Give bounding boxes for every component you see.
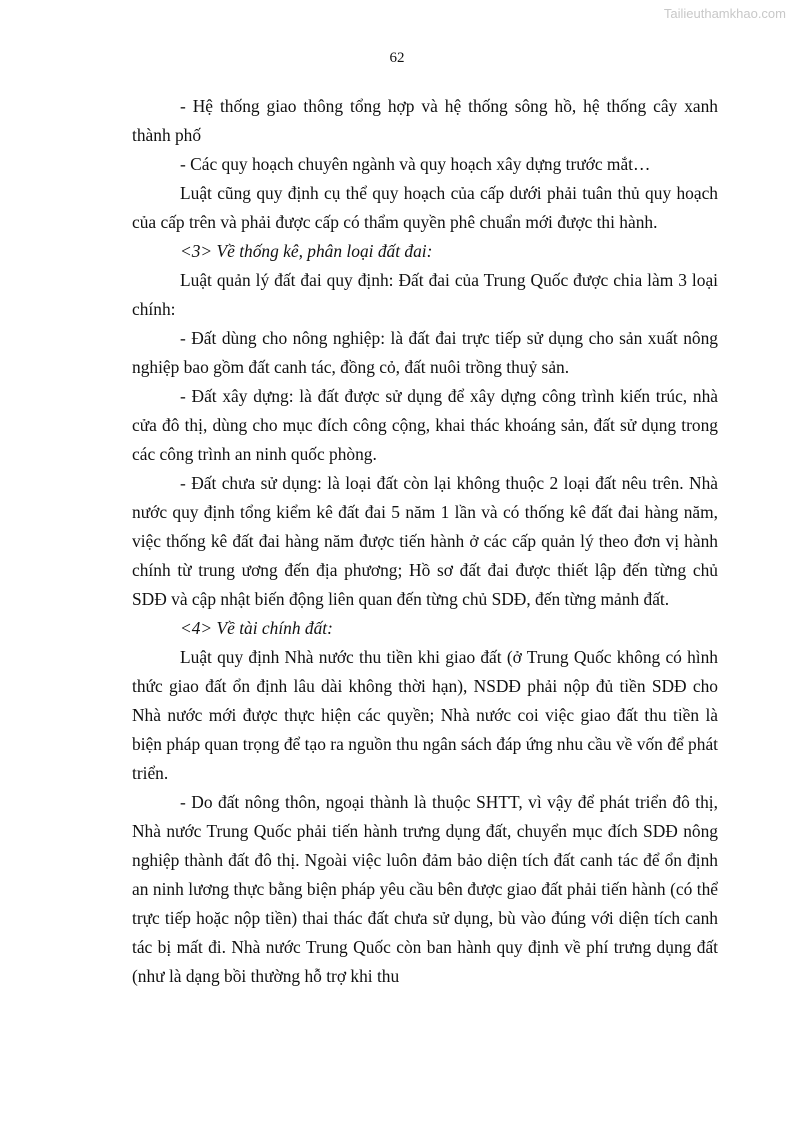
paragraph: - Đất dùng cho nông nghiệp: là đất đai trực tiếp sử dụng cho sản xuất nông nghiệp bao gồm đất canh tác, đồng cỏ, đất nuôi trồng thuỷ sản. [132, 328, 718, 377]
watermark: Tailieuthamkhao.com [663, 6, 786, 21]
page-number: 62 [389, 50, 405, 66]
paragraph: - Hệ thống giao thông tổng hợp và hệ thống sông hồ, hệ thống cây xanh thành phố [132, 96, 718, 145]
paragraph: - Đất chưa sử dụng: là loại đất còn lại không thuộc 2 loại đất nêu trên. Nhà nước quy định tổng kiểm kê đất đai 5 năm 1 lần và có thống kê đất đai hàng năm, việc thống kê đất đai hàng năm được tiến hành ở các cấp quản lý theo đơn vị hành chính từ trung ương đến địa phương; Hồ sơ đất đai được thiết lập đến từng chủ SDĐ và cập nhật biến động liên quan đến từng chủ SDĐ, đến từng mảnh đất. [132, 473, 718, 609]
paragraph: Luật quy định Nhà nước thu tiền khi giao đất (ở Trung Quốc không có hình thức giao đất ổn định lâu dài không thời hạn), NSDĐ phải nộp đủ tiền SDĐ cho Nhà nước mới được thực hiện các quyền; Nhà nước coi việc giao đất thu tiền là biện pháp quan trọng để tạo ra nguồn thu ngân sách đáp ứng nhu cầu về vốn để phát triển. [132, 647, 718, 783]
section-heading: <4> Về tài chính đất: [180, 618, 333, 638]
paragraph: Luật quản lý đất đai quy định: Đất đai của Trung Quốc được chia làm 3 loại chính: [132, 270, 718, 319]
paragraph: Luật cũng quy định cụ thể quy hoạch của cấp dưới phải tuân thủ quy hoạch của cấp trên và phải được cấp có thẩm quyền phê chuẩn mới được thi hành. [132, 183, 718, 232]
section-heading: <3> Về thống kê, phân loại đất đai: [180, 241, 433, 261]
paragraph: - Đất xây dựng: là đất được sử dụng để xây dựng công trình kiến trúc, nhà cửa đô thị, dùng cho mục đích công cộng, khai thác khoáng sản, đất sử dụng trong các công trình an ninh quốc phòng. [132, 386, 718, 464]
paragraph: - Do đất nông thôn, ngoại thành là thuộc SHTT, vì vậy để phát triển đô thị, Nhà nước Trung Quốc phải tiến hành trưng dụng đất, chuyển mục đích SDĐ nông nghiệp thành đất đô thị. Ngoài việc luôn đảm bảo diện tích đất canh tác để ổn định an ninh lương thực bằng biện pháp yêu cầu bên được giao đất phải tiến hành (có thể trực tiếp hoặc nộp tiền) thai thác đất chưa sử dụng, bù vào đúng với diện tích canh tác bị mất đi. Nhà nước Trung Quốc còn ban hành quy định về phí trưng dụng đất (như là dạng bồi thường hỗ trợ khi thu [132, 792, 718, 986]
paragraph: - Các quy hoạch chuyên ngành và quy hoạch xây dựng trước mắt… [180, 154, 651, 174]
document-body [132, 92, 718, 991]
